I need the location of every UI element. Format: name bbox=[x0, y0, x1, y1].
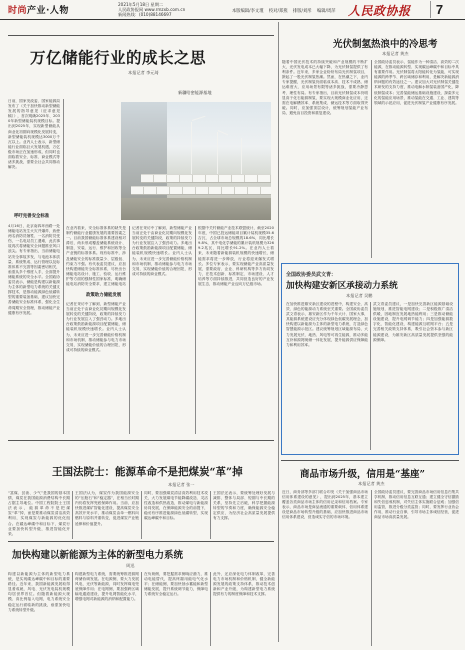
section-title: 产业·人物 bbox=[27, 6, 69, 16]
turbine-mast bbox=[217, 132, 218, 174]
wang-headline: 王国法院士：能源革命不是把煤炭“革”掉 bbox=[52, 466, 243, 478]
cold-text-col-b: 全国政协委员表示，氢能作为一种清洁、高效的二次能源，在推动能源转型、实现碳达峰碳中和目标中具有重要作用。光伏制氢将太阳能转化为氢能，可实现能源的跨季节、跨区域储存和利用，是解决新能源消纳问题的有效途径之一。建议加大对光伏制氢关键技术研发的支持力度，推动电解水制氢装备国产化，降低制氢成本；完善氢能储运基础设施建设，探索多元化的氢能应用场景，推动氢能在交通、工业、建筑等领域的示范应用，促进光伏制氢产业健康有序发展。 bbox=[374, 60, 459, 105]
turbine-blade bbox=[218, 130, 228, 135]
photo-ground bbox=[121, 198, 271, 220]
grid-text-col1: 构建以新能源为主体的新型电力系统，是实现碳达峰碳中和目标的重要路径。近年来，我国新能源发展取得显著成就，风电、光伏发电装机规模均居世界首位。但随着新能源大规模、高比例接入电网，电力系统安全稳定运行面临新的挑战，亟需加快电力系统转型升级。 bbox=[8, 572, 70, 612]
rule bbox=[8, 541, 274, 542]
column-rule bbox=[210, 572, 211, 646]
wang-text-col2: 王国法认为，煤炭作为我国能源安全的“压舱石”和“稳定器”，在相当长时期内仍将发挥兜底保障作用。当前，应加快推进煤矿智能化建设，提高煤炭安全高效开采水平，推动煤炭由单一燃料向燃料与原料并重转变，促进煤炭产业链延伸和价值提升。 bbox=[75, 491, 139, 526]
wang-text-col1: “富煤、贫油、少气”是我国的基本国情，煤炭在我国能源消费结构中长期占据主导地位。中国工程院院士王国法表示，能源革命不是把煤炭“革”掉，而是要推动煤炭清洁高效利用，实现煤炭与新能源的优化组合。在碳达峰碳中和目标下，煤炭行业要加快转型升级，推进智能化开采。 bbox=[8, 491, 70, 536]
cold-headline: 光伏制氢热浪中的冷思考 bbox=[333, 39, 438, 50]
storage-text-col1b: 4月16日，北京南四环西路一处储能电站发生火灾并爆炸，致使两名消防员牺牲、一名消防员受伤，一名电站员工遇难，此次事故再次将储能安全问题推至风口浪尖。有专家指出，当前储能电站安全事故多发，与电池本体质量、系统集成、运行管理以及标准体系不完善等因素密切相关，亟需从多个维度入手，全面提升储能系统的安全水平。全国政协委员表示，储能是构建以新能源为主体的新型电力系统的关键支撑技术，是推动能源绿色低碳转型的重要装备基础，建议加快完善储能安全标准体系，强化全生命周期安全管理，推动储能产业健康有序发展。 bbox=[8, 224, 60, 315]
storage-byline: 本报记者 李元琦 bbox=[128, 70, 159, 75]
column-rule bbox=[72, 572, 73, 646]
column-rule bbox=[370, 302, 371, 450]
photo-caption: 新疆哈密能源基地 bbox=[178, 90, 212, 95]
column-rule bbox=[141, 491, 142, 539]
staff-proofreader: 校对/郑燕 bbox=[268, 9, 288, 14]
turbine-blade bbox=[192, 116, 206, 121]
wang-text-col4: 王国法还表示，要统筹处理好发展与减排、整体与局部、短期与中长期的关系，坚持先立后破，科学把握能源转型的节奏和力度，确保能源安全稳定供应，为经济社会高质量发展提供有力支撑。 bbox=[213, 491, 275, 521]
credit-text-col-a: 近日，商务部等多部门联合印发《关于加强商品市场信用体系建设的意见》，提出到2025年，基本建立覆盖各类商品市场主体的信用记录和信用档案。专家表示，商品市场是商品流通的重要载体，信用体系建设是商品市场转型升级的基础，应加快推进商品市场信用体系建设，营造诚实守信的市场环境。 bbox=[282, 490, 368, 520]
masthead-website: 人民政协报网 www.rmzxb.com.cn bbox=[118, 7, 186, 12]
staff-chief-editor: 编辑/周萍 bbox=[316, 9, 336, 14]
grid-text-col4: 此外，还应深化电力体制改革，完善电力市场机制和价格机制，健全新能源发展的政策支持体系，推动技术创新和产业升级，为构建新型电力系统提供有力的制度保障和技术支撑。 bbox=[213, 572, 275, 597]
storage-subhead2: 政策助力储能发展 bbox=[86, 293, 122, 298]
wang-byline: 本报记者 张一 bbox=[168, 482, 195, 487]
staff-layout: 排版/刘彤 bbox=[292, 9, 312, 14]
boxed-headline: 加快构建安新区承接动力系统 bbox=[286, 281, 398, 291]
credit-text-col-b: 全国政协委员建议，要完善商品市场信用信息归集共享机制，推动信用信息互联互通；建立健全守信激励和失信惩戒机制，对失信主体实施联合惩戒；加强信用监管，推进分级分类监管；同时，要发挥行业协会作用，推动行业自律，引导市场主体诚信经营，促进商品市场高质量发展。 bbox=[374, 490, 459, 520]
credit-byline: 本报记者 黄杰 bbox=[358, 481, 385, 486]
masthead bbox=[0, 0, 465, 20]
boxed-text-col-a: 在加快推进雄安新区建设的进程中，构建安全、高效、绿色的能源动力系统至关重要。全国政协委员武文青表示，雄安新区作为千年大计、国家大事，其能源系统建设应充分体现绿色低碳发展理念，加快构建以新能源为主体的新型电力系统，打造绿色智慧能源示范区。建议统筹规划区域能源布局，大力发展光伏、地热、风电等可再生能源，推动多能互补和源网荷储一体化发展，提升能源供应保障能力和利用效率。 bbox=[286, 302, 368, 347]
storage-text-col2b: 记者在采访中了解到，新型储能产业当前正处于由商业化初期向规模化发展转变的关键阶段，政策的持续发力为行业发展注入了强劲动力。多地出台政策鼓励新能源项目配置储能，储能装机规模快速增长。业内人士认为，未来应进一步完善储能价格机制和市场机制，推动储能参与电力市场交易，实现储能价值的合理回报，形成可持续的商业模式。 bbox=[66, 302, 126, 352]
column-rule bbox=[210, 491, 211, 539]
storage-text-col2: 在业内看来，安全标准体系的缺失是制约储能行业健康发展的重要因素之一。目前我国储能标准体系建设相对滞后，尚未形成覆盖储能系统设计、制造、安装、运行、维护和回收等全产业链的标准体系。现有标准中，涉及储能安全的标准数量少、层级低、约束力不强。有代表委员建议，应加快构建储能安全标准体系，尽快出台储能电站设计、施工、验收、运行维护等方面的强制性国家标准，明确储能电站消防安全要求，建立储能电站 bbox=[66, 226, 126, 286]
staff-editor: 本版编辑/李文瑾 bbox=[232, 9, 264, 14]
storage-headline: 万亿储能行业的成长之思 bbox=[30, 48, 207, 67]
masthead-staff bbox=[232, 8, 336, 14]
storage-text-col3-left: 记者在采访中了解到，新型储能产业当前正处于由商业化初期向规模化发展转变的关键阶段，政策的持续发力为行业发展注入了强劲动力。多地出台政策鼓励新能源项目配置储能，储能装机规模快速增长。业内人士认为，未来应进一步完善储能价格机制和市场机制，推动储能参与电力市场交易，实现储能价值的合理回报，形成可持续的商业模式。 bbox=[132, 226, 192, 276]
page-number: 7 bbox=[430, 1, 448, 18]
storage-containers bbox=[131, 186, 271, 195]
column-rule bbox=[63, 99, 64, 434]
section-prefix: 时尚 bbox=[8, 6, 28, 16]
rule bbox=[8, 35, 274, 36]
boxed-text-col-b: 武文青委员建议，一是加快完善新区能源基础设施规划，推进智能电网建设；二是积极推广清洁供暖，因地制宜发展地热能利用；三是推动储能设施建设，提升电网调节能力；四是加强能源数字化、智能化建设，构建能源互联网平台；五是完善相关政策支持体系，吸引社会资本参与新区能源建设，为雄安新区高质量发展提供坚强的能源保障。 bbox=[373, 302, 453, 342]
rule bbox=[281, 460, 459, 461]
boxed-byline: 本报记者 吴鹏 bbox=[346, 293, 373, 298]
grid-text-col3: 在负荷侧，要挖掘需求侧响应潜力，推动电能替代，提高终端用能电气化水平；在储能侧，要加快抽水蓄能和新型储能发展，提升系统调节能力，保障电力系统安全稳定运行。 bbox=[144, 572, 208, 597]
cold-byline: 本报记者 黄杰 bbox=[382, 51, 409, 56]
masthead-date: 2021年5月18日 星期二 bbox=[118, 2, 164, 7]
turbine-mast bbox=[191, 122, 192, 174]
masthead-hotline: 新闻热线：(010)88146697 bbox=[118, 12, 172, 17]
rule bbox=[8, 440, 274, 441]
boxed-kicker: 全国政协委员武文青： bbox=[286, 272, 337, 278]
turbine-mast bbox=[241, 138, 242, 174]
column-rule bbox=[141, 572, 142, 646]
grid-byline: 周迅 bbox=[126, 563, 135, 568]
storage-text-col1a: 日前，国家发改委、国家能源局发布了《关于加快推动新型储能发展的指导意见（征求意见稿）》，首次明确2025年、2030年新型储能装机规模目标。提出到2025年，实现新型储能从商业化初期向规模化发展转变，新型储能装机规模达3000万千瓦以上。业内人士表示，新型储能行业面临巨大发展机遇，万亿级市场正在加速形成，但同时也面临着安全、标准、商业模式等诸多挑战，需要全社会共同推动解决。 bbox=[8, 99, 60, 170]
wang-text-col3: 同时，要加强煤炭清洁高效利用技术攻关，大力发展煤电节能降碳改造、灵活性改造和供热改造，推动煤电与新能源协同发展，在保障能源安全的前提下，稳妥有序推进能源绿色低碳转型，实现碳达峰碳中和目标。 bbox=[144, 491, 208, 521]
column-rule bbox=[278, 22, 279, 642]
grid-text-col2: 构建新型电力系统，需要统筹推进源网荷储协调发展。在电源侧，要大力发展风电、光伏等新能源，同时发挥煤电兜底保障作用；在电网侧，要加强跨区域输电通道建设，提升电网智能化水平，增强电网对新能源的消纳和配置能力。 bbox=[75, 572, 139, 602]
cold-text-col-a: 随着中国光伏技术的持续突破和产业规模的不断扩大，光伏发电成本已大幅下降，为光伏制氢提供了有利条件。近年来，多家企业纷纷布局光伏制氢项目，掀起了一股光伏制氢热潮。然而，在热潮之下，业内专家提醒，光伏制氢仍面临成本高、技术不成熟、储运难度大、应用场景有限等诸多挑战，需要冷静思考、理性布局。有专家指出，目前光伏制氢成本仍明显高于化石能源制氢，要实现大规模商业化应用，还需在电解槽效率、系统集成、储运技术等方面取得突破。同时，应加强顶层设计，统筹规划氢能产业布局，避免盲目投资和重复建设。 bbox=[282, 60, 368, 115]
newspaper-logo: 人民政协报 bbox=[348, 4, 411, 18]
column-rule bbox=[195, 226, 196, 434]
column-rule bbox=[72, 491, 73, 539]
column-rule bbox=[129, 226, 130, 434]
column-rule bbox=[371, 490, 372, 646]
column-rule bbox=[371, 60, 372, 258]
grid-headline: 加快构建以新能源为主体的新型电力系统 bbox=[12, 550, 184, 561]
boxed-article bbox=[281, 263, 459, 455]
storage-subhead: 呼吁完善安全标准 bbox=[14, 214, 50, 219]
credit-headline: 商品市场升级，信用是“基座” bbox=[300, 469, 425, 480]
storage-containers bbox=[141, 174, 271, 183]
energy-base-photo bbox=[121, 102, 271, 220]
masthead-meta bbox=[118, 2, 185, 17]
section-name bbox=[8, 3, 69, 16]
storage-text-col3: 根据中关村储能产业技术联盟统计，截至2020年底，中国已投运储能项目累计装机规模35.6吉瓦，占全球市场总规模的18.6%，同比增长9.8%，其中电化学储能的累计装机规模为3269.2兆瓦，同比增长91.2%。在业内人士看来，未来随着新能源装机规模的快速增长，储能需求将进一步释放，行业将迎来爆发式增长。多位专家表示，要实现储能产业高质量发展，需要政府、企业、科研机构等多方协同发力，在技术创新、标准制定、市场建设、人才培养等方面持续推进，共同营造良好的产业发展生态，推动储能产业迈向万亿级市场。 bbox=[198, 226, 274, 287]
